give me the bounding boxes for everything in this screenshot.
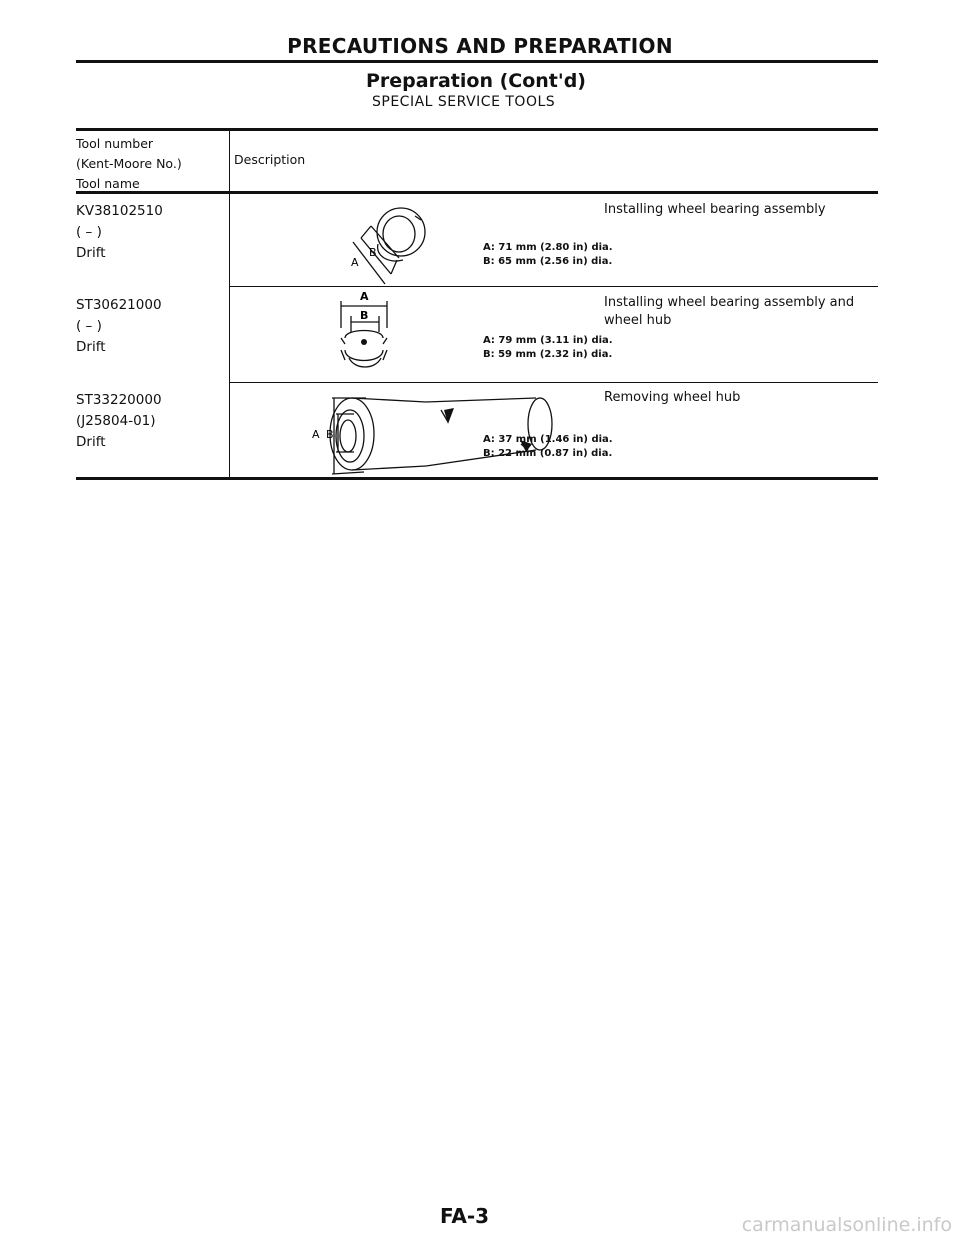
tools-table	[76, 128, 878, 480]
dimension-text	[483, 433, 613, 461]
header-line-kent-moore: (Kent-Moore No.)	[76, 156, 182, 171]
watermark: carmanualsonline.info	[741, 1214, 952, 1236]
header-tool-column	[76, 134, 182, 194]
tool-name: Drift	[76, 245, 106, 261]
tool-id-cell	[76, 295, 162, 358]
tool-name: Drift	[76, 339, 106, 355]
page-number: FA-3	[440, 1204, 490, 1228]
row-rule	[229, 382, 878, 383]
drawing-label-b: B	[369, 246, 377, 259]
table-top-rule	[76, 128, 878, 131]
tool-id-cell	[76, 201, 163, 264]
table-bottom-rule	[76, 477, 878, 480]
drawing-label-b: B	[360, 309, 369, 322]
section-rule	[76, 60, 878, 63]
kent-moore-number: (J25804-01)	[76, 413, 156, 429]
drawing-st30621000	[331, 288, 411, 378]
purpose-text	[604, 294, 854, 330]
drawing-label-a: A	[312, 428, 320, 441]
purpose-text	[604, 389, 740, 407]
row-rule	[229, 286, 878, 287]
column-divider	[229, 128, 230, 480]
dimension-text	[483, 241, 613, 269]
header-description: Description	[234, 152, 306, 167]
purpose-line: Installing wheel bearing assembly	[604, 202, 826, 217]
drawing-kv38102510	[331, 198, 446, 293]
sub-subtitle: SPECIAL SERVICE TOOLS	[372, 94, 556, 110]
subtitle: Preparation (Cont'd)	[366, 70, 586, 92]
tool-number: ST33220000	[76, 392, 162, 408]
header-line-tool-number: Tool number	[76, 136, 154, 151]
dimension-b: B: 22 mm (0.87 in) dia.	[483, 448, 613, 459]
tool-number: ST30621000	[76, 297, 162, 313]
drawing-label-b: B	[326, 428, 334, 441]
purpose-text	[604, 201, 826, 219]
drawing-label-a: A	[360, 290, 369, 303]
tool-name: Drift	[76, 434, 106, 450]
dimension-a: A: 37 mm (1.46 in) dia.	[483, 434, 613, 445]
kent-moore-number: ( – )	[76, 224, 102, 240]
header-rule	[76, 191, 878, 194]
header-line-tool-name: Tool name	[76, 176, 140, 191]
kent-moore-number: ( – )	[76, 318, 102, 334]
purpose-line: wheel hub	[604, 313, 672, 328]
drawing-label-a: A	[351, 256, 359, 269]
dimension-b: B: 59 mm (2.32 in) dia.	[483, 349, 613, 360]
purpose-line: Removing wheel hub	[604, 390, 741, 405]
dimension-b: B: 65 mm (2.56 in) dia.	[483, 256, 613, 267]
dimension-a: A: 79 mm (3.11 in) dia.	[483, 335, 613, 346]
purpose-line: Installing wheel bearing assembly and	[604, 295, 855, 310]
section-title: PRECAUTIONS AND PREPARATION	[287, 34, 673, 58]
dimension-text	[483, 334, 613, 362]
tool-number: KV38102510	[76, 203, 163, 219]
tool-id-cell	[76, 390, 162, 453]
dimension-a: A: 71 mm (2.80 in) dia.	[483, 242, 613, 253]
